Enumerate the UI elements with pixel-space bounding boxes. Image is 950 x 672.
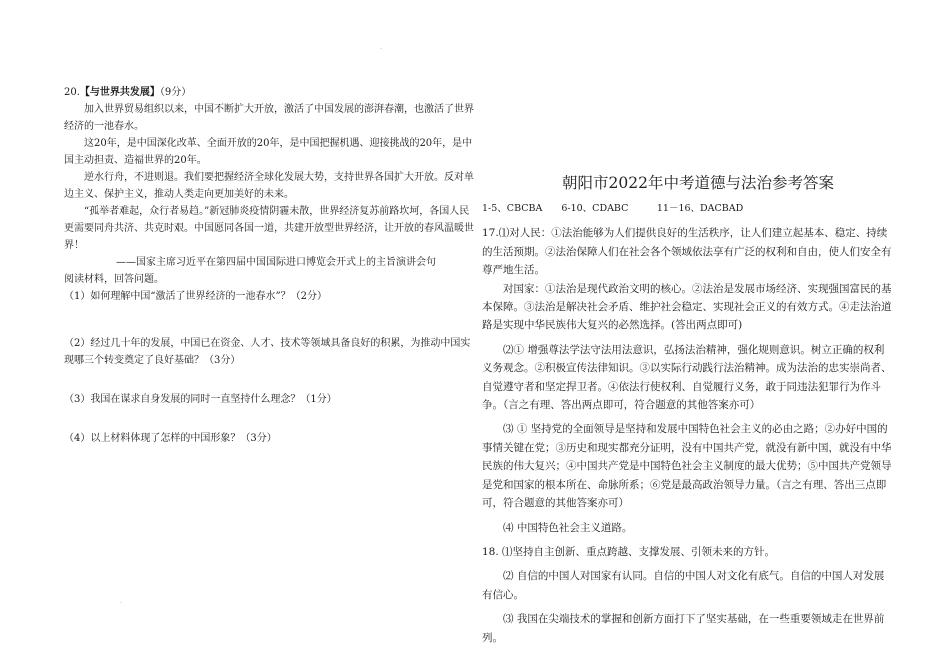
question-number: 20. [64,87,80,98]
question-20-section [64,84,474,447]
answer-18-2: ⑵ 自信的中国人对国家有认同。自信的中国人对文化有底气。自信的中国人对发展有信心。 [482,570,885,601]
sub-question-4: （4）以上材料体现了怎样的中国形象？（3分） [64,433,277,444]
material-paragraph: 逆水行舟，不进则退。我们要把握经济全球化发展大势，支持世界各国扩大开放。反对单边主义、保护主义，推动人类走向更加美好的未来。 [64,172,474,200]
question-score: （9分） [159,87,192,98]
scan-dot: . [120,598,122,605]
sub-question-2: （2）经过几十年的发展，中国已在资金、人才、技术等领域具备良好的积累，为推动中国实现哪三个转变奠定了良好基础？（3分） [64,338,471,366]
question-topic: 【与世界共发展】 [79,87,160,98]
material-paragraph: “孤举者难起，众行者易趋。”新冠肺炎疫情阴霾未散，世界经济复苏前路坎坷，各国人民更需要同舟共济、共克时艰。中国愿同各国一道，共建开放型世界经济，让开放的春风温暖世界！ [64,206,474,251]
instruction-text: 阅读材料，回答问题。 [64,274,164,285]
answer-18-3: ⑶ 我国在尖端技术的掌握和创新方面打下了坚实基础，在一些重要领域走在世界前列。 [482,613,885,644]
answer-17-2: ⑵① 增强尊法学法守法用法意识，弘扬法治精神，强化规则意识。树立正确的权利义务观念。②积极宣传法律知识。③以实际行动践行法治精神。成为法治的忠实崇尚者、自觉遵守者和坚定捍卫者。④依法行使权利、自觉履行义务，敢于同违法犯罪行为作斗争。（言之有理、答出两点即可，符合题意的其他答案亦可） [482,343,892,412]
material-paragraph: 这20年，是中国深化改革、全面开放的20年，是中国把握机遇、迎接挑战的20年，是中国主动担责、造福世界的20年。 [64,138,473,166]
multiple-choice-answers: 1-5、CBCBA 6-10、CDABC 11－16、DACBAD [482,203,744,214]
answer-17-1-country: 对国家：①法治是现代政治文明的核心。②法治是发展市场经济、实现强国富民的基本保障。③法治是解决社会矛盾、维护社会稳定、实现社会正义的有效方式。④走法治道路是实现中华民族伟大复兴的必然选择。(答出两点即可) [482,282,892,332]
answer-17-3: ⑶ ① 坚持党的全面领导是坚持和发展中国特色社会主义的必由之路；②办好中国的事情关键在党；③历史和现实都充分证明，没有中国共产党，就没有新中国，就没有中华民族的伟大复兴；④中国共产党是中国特色社会主义制度的最大优势；⑤中国共产党领导是党和国家的根本所在、命脉所系；⑥党是最高政治领导力量。（言之有理、答出三点即可，符合题意的其他答案亦可） [482,423,892,510]
material-paragraph: 加入世界贸易组织以来，中国不断扩大开放，激活了中国发展的澎湃春潮，也激活了世界经济的一池春水。 [64,104,474,132]
answer-17-4: ⑷ 中国特色社会主义道路。 [503,521,633,534]
sub-question-3: （3）我国在谋求自身发展的同时一直坚持什么理念？（1分） [64,394,337,405]
sub-question-1: （1）如何理解中国“激活了世界经济的一池春水”？（2分） [64,291,327,302]
question-20-heading [64,84,474,101]
answer-key-title: 朝阳市2022年中考道德与法治参考答案 [562,174,834,192]
answer-17-1-people: 17.⑴对人民：①法治能够为人们提供良好的生活秩序，让人们建立起基本、稳定、持续的生活预期。②法治保障人们在社会各个领域依法享有广泛的权利和自由，使人们安全有尊严地生活。 [482,227,892,277]
material-source: ——国家主席习近平在第四届中国国际进口博览会开式上的主旨演讲会句 [116,257,436,268]
answer-18-1: 18. ⑴坚持自主创新、重点跨越、支撑发展、引领未来的方针。 [482,545,776,558]
scan-dot: . [380,44,382,51]
answer-key-section [482,172,894,647]
